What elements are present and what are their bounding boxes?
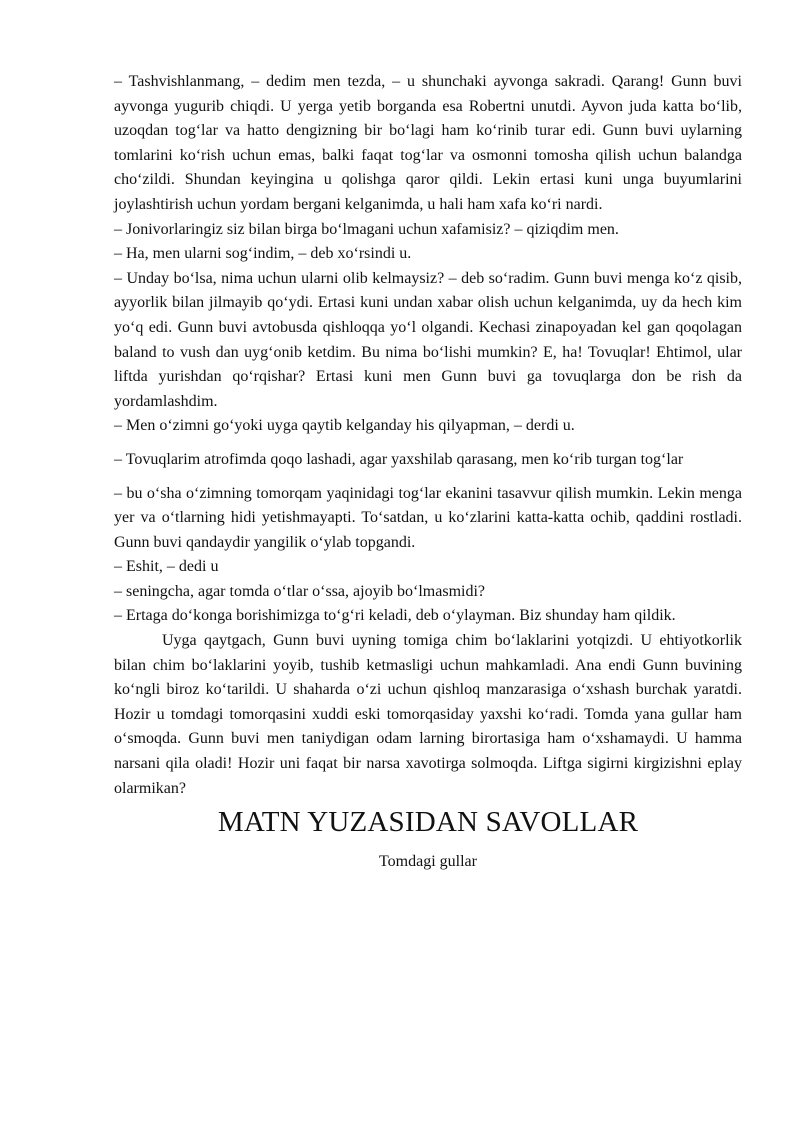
paragraph: – Tovuqlarim atrofimda qoqo lashadi, agar yaxshilab qarasang, men ko‘rib turgan tog‘lar	[114, 450, 684, 468]
section-heading: MATN YUZASIDAN SAVOLLAR	[217, 806, 639, 839]
section-subheading: Tomdagi gullar	[379, 853, 477, 871]
paragraph: – Jonivorlaringiz siz bilan birga bo‘lmagani uchun xafamisiz? – qiziqdim men.	[114, 220, 619, 238]
paragraph: – Ha, men ularni sog‘indim, – deb xo‘rsindi u.	[114, 245, 412, 263]
paragraph: – bu o‘sha o‘zimning tomorqam yaqinidagi tog‘lar ekanini tasavvur qilish mumkin. Lekin menga yer va o‘tlarning hidi yetishmayapti. To‘satdan, u ko‘zlarini katta-katta ochib, qaddini rostladi. Gunn buvi qandaydir yangilik o‘ylab topgandi.	[114, 484, 742, 551]
document-page	[114, 70, 742, 875]
paragraph: – Tashvishlanmang, – dedim men tezda, – u shunchaki ayvonga sakradi. Qarang! Gunn buvi ayvonga yugurib chiqdi. U yerga yetib borganda esa Robertni unutdi. Ayvon juda katta bo‘lib, uzoqdan tog‘lar va hatto dengizning bir bo‘lagi ham ko‘rinib turar edi. Gunn buvi uylarning tomlarini ko‘rish uchun emas, balki faqat tog‘lar va osmonni tomosha qilish uchun balandga cho‘zildi. Shundan keyingina u qolishga qaror qildi. Lekin ertasi kuni unga buyumlarini joylashtirish uchun yordam bergani kelganimda, u hali ham xafa ko‘ri nardi.	[114, 73, 742, 213]
paragraph: – Unday bo‘lsa, nima uchun ularni olib kelmaysiz? – deb so‘radim. Gunn buvi menga ko‘z qisib, ayyorlik bilan jilmayib qo‘ydi. Ertasi kuni undan xabar olish uchun kelganimda, uy da hech kim yo‘q edi. Gunn buvi avtobusda qishloqqa yo‘l olgandi. Kechasi zinapoyadan kel gan qoqolagan baland to vush dan uyg‘onib ketdim. Bu nima bo‘lishi mumkin? E, ha! Tovuqlar! Ehtimol, ular liftda yurishdan qo‘rqishar? Ertasi kuni men Gunn buvi ga tovuqlarga don be rish da yordamlashdim.	[114, 269, 742, 410]
paragraph: – Eshit, – dedi u	[114, 558, 219, 576]
paragraph: Uyga qaytgach, Gunn buvi uyning tomiga chim bo‘laklarini yotqizdi. U ehtiyotkorlik bilan chim bo‘laklarini yoyib, tushib ketmasligi uchun mahkamladi. Ana endi Gunn buvining ko‘ngli biroz ko‘tarildi. U shaharda o‘zi uchun qishloq manzarasiga o‘xshash burchak yaratdi. Hozir u tomdagi tomorqasini xuddi eski tomorqasiday yaxshi ko‘radi. Tomda yana gullar ham o‘smoqda. Gunn buvi men taniydigan odam larning birortasiga ham o‘xshamaydi. U hamma narsani qila oladi! Hozir uni faqat bir narsa xavotirga solmoqda. Liftga sigirni kirgizishni eplay olarmikan?	[114, 632, 742, 797]
paragraph: – Ertaga do‘konga borishimizga to‘g‘ri keladi, deb o‘ylayman. Biz shunday ham qildik.	[114, 607, 676, 625]
paragraph: – Men o‘zimni go‘yoki uyga qaytib kelganday his qilyapman, – derdi u.	[114, 417, 575, 435]
paragraph: – seningcha, agar tomda o‘tlar o‘ssa, ajoyib bo‘lmasmidi?	[114, 582, 486, 600]
